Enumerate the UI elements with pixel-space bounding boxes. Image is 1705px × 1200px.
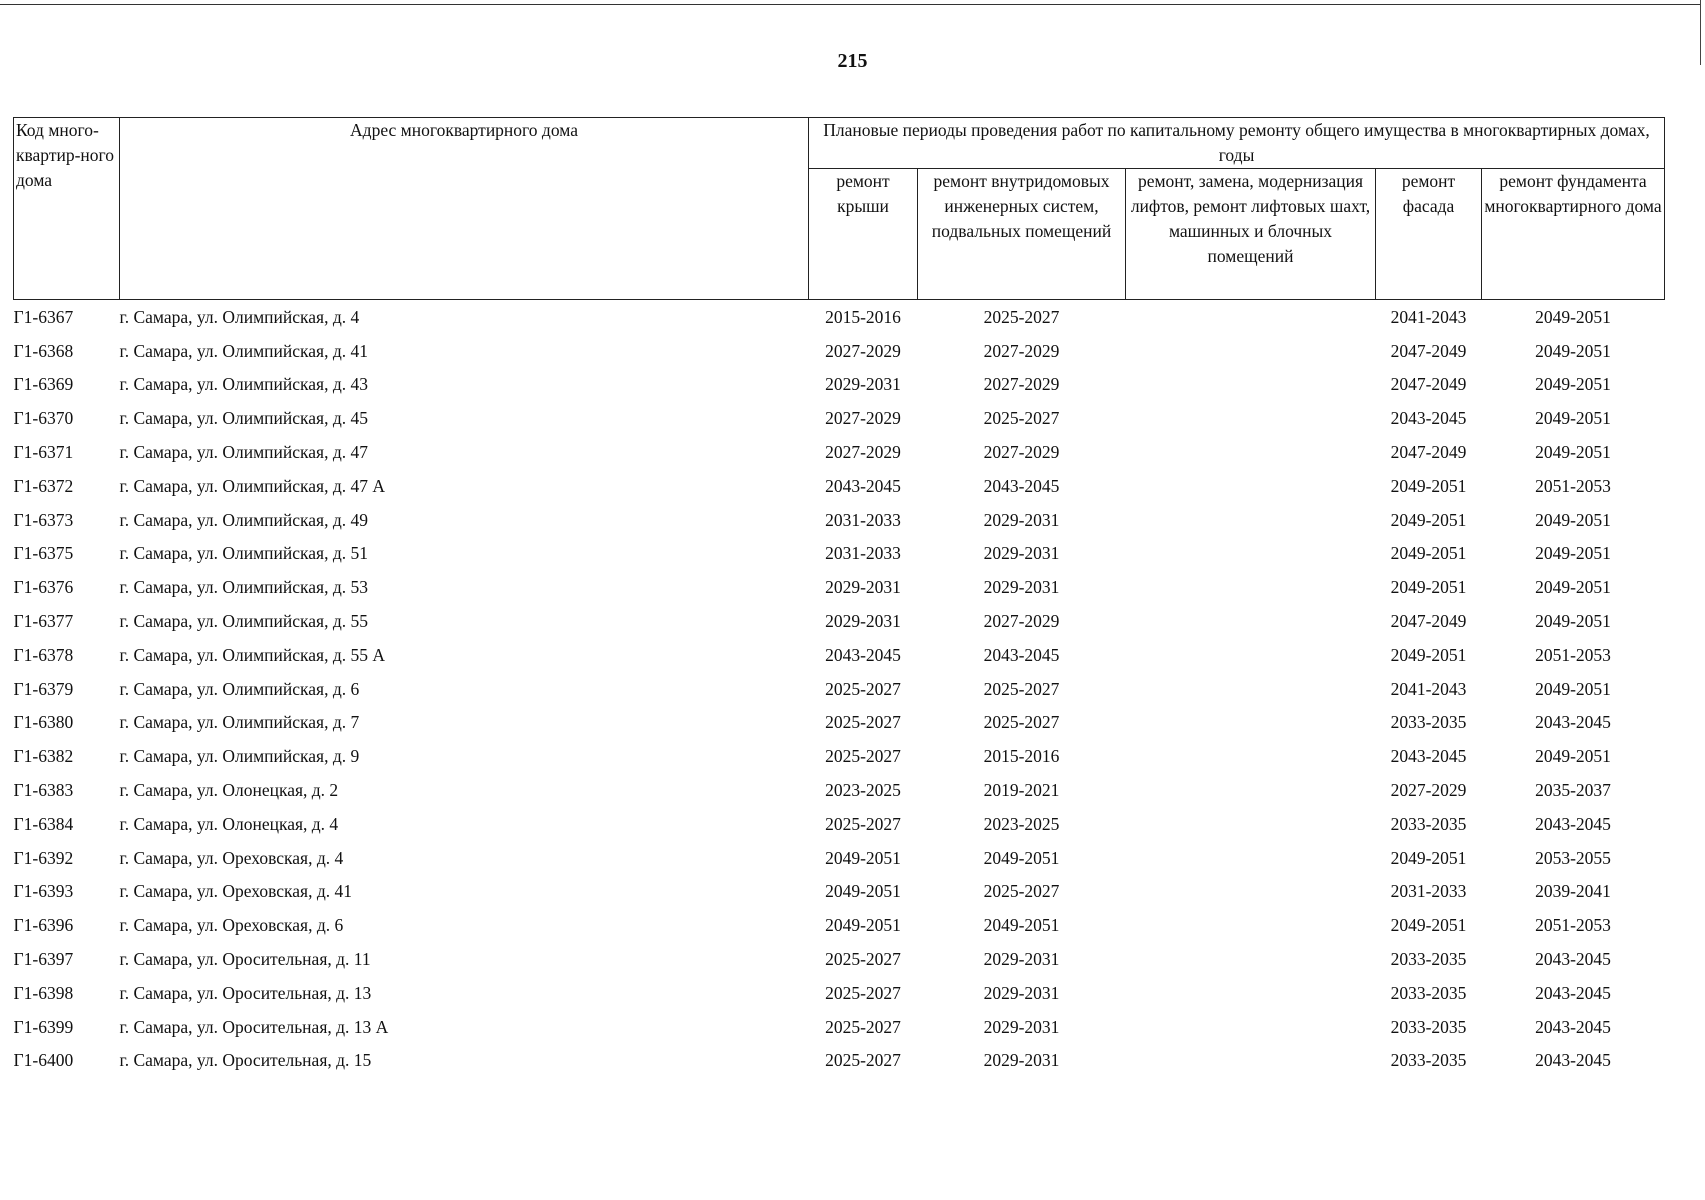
cell-elevator-period (1126, 537, 1376, 571)
cell-address: г. Самара, ул. Оросительная, д. 13 (119, 982, 372, 1003)
cell-roof-period: 2029-2031 (825, 577, 901, 598)
cell-code: Г1-6382 (13, 746, 74, 767)
cell-address: г. Самара, ул. Олимпийская, д. 7 (119, 712, 360, 733)
header-facade-repair: ремонт фасада (1376, 169, 1482, 300)
cell-code: Г1-6367 (13, 306, 74, 327)
table-row (14, 672, 1665, 706)
header-code: Код много-квартир-ного дома (14, 118, 120, 300)
cell-foundation-period: 2051-2053 (1535, 915, 1611, 936)
cell-roof-period: 2025-2027 (825, 982, 901, 1003)
cell-roof-period: 2023-2025 (825, 780, 901, 801)
cell-roof-period: 2025-2027 (825, 813, 901, 834)
cell-foundation-period: 2039-2041 (1535, 881, 1611, 902)
cell-elevator-period (1126, 1044, 1376, 1078)
cell-engineering-period: 2049-2051 (983, 847, 1060, 868)
cell-engineering-period: 2029-2031 (983, 1016, 1060, 1037)
cell-address: г. Самара, ул. Олимпийская, д. 47 А (119, 475, 385, 496)
cell-facade-period: 2049-2051 (1390, 509, 1467, 530)
cell-foundation-period: 2053-2055 (1535, 847, 1611, 868)
cell-facade-period: 2041-2043 (1390, 306, 1467, 327)
cell-code: Г1-6397 (13, 949, 74, 970)
cell-foundation-period: 2043-2045 (1535, 813, 1611, 834)
cell-elevator-period (1126, 672, 1376, 706)
cell-elevator-period (1126, 604, 1376, 638)
cell-facade-period: 2049-2051 (1390, 847, 1467, 868)
table-row (14, 706, 1665, 740)
cell-foundation-period: 2049-2051 (1535, 306, 1611, 327)
table-row (14, 807, 1665, 841)
cell-address: г. Самара, ул. Олимпийская, д. 4 (119, 306, 360, 327)
cell-code: Г1-6380 (13, 712, 74, 733)
cell-roof-period: 2049-2051 (825, 915, 901, 936)
cell-address: г. Самара, ул. Олимпийская, д. 55 А (119, 644, 385, 665)
cell-code: Г1-6383 (13, 780, 74, 801)
cell-code: Г1-6373 (13, 509, 74, 530)
cell-address: г. Самара, ул. Олонецкая, д. 2 (119, 780, 339, 801)
cell-code: Г1-6379 (13, 678, 74, 699)
cell-foundation-period: 2043-2045 (1535, 712, 1611, 733)
table-row (14, 773, 1665, 807)
cell-foundation-period: 2043-2045 (1535, 1050, 1611, 1071)
cell-engineering-period: 2043-2045 (983, 644, 1060, 665)
cell-code: Г1-6376 (13, 577, 74, 598)
cell-foundation-period: 2049-2051 (1535, 678, 1611, 699)
cell-elevator-period (1126, 942, 1376, 976)
cell-elevator-period (1126, 875, 1376, 909)
cell-foundation-period: 2043-2045 (1535, 949, 1611, 970)
cell-roof-period: 2027-2029 (825, 442, 901, 463)
table-row (14, 503, 1665, 537)
cell-roof-period: 2043-2045 (825, 475, 901, 496)
cell-code: Г1-6369 (13, 374, 74, 395)
cell-foundation-period: 2049-2051 (1535, 408, 1611, 429)
cell-code: Г1-6392 (13, 847, 74, 868)
cell-facade-period: 2043-2045 (1390, 746, 1467, 767)
cell-engineering-period: 2027-2029 (983, 340, 1060, 361)
cell-roof-period: 2031-2033 (825, 509, 901, 530)
cell-engineering-period: 2027-2029 (983, 442, 1060, 463)
cell-code: Г1-6371 (13, 442, 74, 463)
header-roof-repair: ремонт крыши (809, 169, 918, 300)
cell-foundation-period: 2035-2037 (1535, 780, 1611, 801)
cell-code: Г1-6399 (13, 1016, 74, 1037)
cell-roof-period: 2025-2027 (825, 746, 901, 767)
cell-roof-period: 2025-2027 (825, 1016, 901, 1037)
cell-facade-period: 2033-2035 (1390, 949, 1467, 970)
top-border-line (0, 4, 1700, 5)
table-row (14, 334, 1665, 368)
cell-facade-period: 2027-2029 (1390, 780, 1467, 801)
cell-foundation-period: 2051-2053 (1535, 475, 1611, 496)
table-body (14, 300, 1665, 1078)
cell-address: г. Самара, ул. Олимпийская, д. 55 (119, 611, 368, 632)
cell-facade-period: 2043-2045 (1390, 408, 1467, 429)
cell-roof-period: 2049-2051 (825, 881, 901, 902)
cell-engineering-period: 2029-2031 (983, 982, 1060, 1003)
cell-engineering-period: 2025-2027 (983, 881, 1060, 902)
cell-roof-period: 2029-2031 (825, 374, 901, 395)
cell-roof-period: 2027-2029 (825, 408, 901, 429)
cell-roof-period: 2031-2033 (825, 543, 901, 564)
cell-foundation-period: 2049-2051 (1535, 442, 1611, 463)
cell-facade-period: 2049-2051 (1390, 543, 1467, 564)
cell-engineering-period: 2029-2031 (983, 509, 1060, 530)
table-row (14, 435, 1665, 469)
cell-code: Г1-6384 (13, 813, 74, 834)
cell-facade-period: 2033-2035 (1390, 712, 1467, 733)
cell-engineering-period: 2029-2031 (983, 577, 1060, 598)
cell-elevator-period (1126, 570, 1376, 604)
cell-code: Г1-6377 (13, 611, 74, 632)
cell-address: г. Самара, ул. Олимпийская, д. 6 (119, 678, 360, 699)
cell-engineering-period: 2015-2016 (983, 746, 1060, 767)
cell-engineering-period: 2027-2029 (983, 611, 1060, 632)
cell-address: г. Самара, ул. Олонецкая, д. 4 (119, 813, 339, 834)
cell-foundation-period: 2049-2051 (1535, 543, 1611, 564)
cell-facade-period: 2049-2051 (1390, 915, 1467, 936)
cell-engineering-period: 2029-2031 (983, 1050, 1060, 1071)
cell-elevator-period (1126, 773, 1376, 807)
cell-engineering-period: 2025-2027 (983, 306, 1060, 327)
cell-foundation-period: 2049-2051 (1535, 509, 1611, 530)
header-engineering-repair: ремонт внутридомовых инженерных систем, подвальных помещений (918, 169, 1126, 300)
cell-foundation-period: 2049-2051 (1535, 374, 1611, 395)
cell-code: Г1-6398 (13, 982, 74, 1003)
cell-elevator-period (1126, 807, 1376, 841)
cell-engineering-period: 2019-2021 (983, 780, 1060, 801)
cell-foundation-period: 2049-2051 (1535, 611, 1611, 632)
cell-address: г. Самара, ул. Ореховская, д. 6 (119, 915, 344, 936)
cell-facade-period: 2047-2049 (1390, 374, 1467, 395)
cell-engineering-period: 2029-2031 (983, 543, 1060, 564)
cell-facade-period: 2049-2051 (1390, 644, 1467, 665)
header-planned-periods: Плановые периоды проведения работ по капитальному ремонту общего имущества в многоквартирных домах, годы (809, 118, 1665, 169)
table-header (14, 118, 1665, 300)
cell-address: г. Самара, ул. Олимпийская, д. 51 (119, 543, 368, 564)
cell-roof-period: 2025-2027 (825, 949, 901, 970)
cell-elevator-period (1126, 706, 1376, 740)
cell-facade-period: 2033-2035 (1390, 1050, 1467, 1071)
cell-engineering-period: 2025-2027 (983, 712, 1060, 733)
cell-elevator-period (1126, 976, 1376, 1010)
cell-address: г. Самара, ул. Оросительная, д. 11 (119, 949, 371, 970)
cell-foundation-period: 2043-2045 (1535, 1016, 1611, 1037)
cell-elevator-period (1126, 1010, 1376, 1044)
cell-address: г. Самара, ул. Оросительная, д. 13 А (119, 1016, 389, 1037)
cell-elevator-period (1126, 401, 1376, 435)
cell-roof-period: 2029-2031 (825, 611, 901, 632)
cell-foundation-period: 2049-2051 (1535, 577, 1611, 598)
cell-elevator-period (1126, 300, 1376, 334)
table-row (14, 976, 1665, 1010)
cell-facade-period: 2033-2035 (1390, 982, 1467, 1003)
cell-elevator-period (1126, 435, 1376, 469)
cell-engineering-period: 2049-2051 (983, 915, 1060, 936)
header-foundation-repair: ремонт фундамента многоквартирного дома (1482, 169, 1665, 300)
cell-foundation-period: 2051-2053 (1535, 644, 1611, 665)
table-row (14, 908, 1665, 942)
table-row (14, 537, 1665, 571)
cell-code: Г1-6396 (13, 915, 74, 936)
cell-code: Г1-6378 (13, 644, 74, 665)
cell-engineering-period: 2029-2031 (983, 949, 1060, 970)
cell-elevator-period (1126, 638, 1376, 672)
cell-roof-period: 2043-2045 (825, 644, 901, 665)
table-row (14, 604, 1665, 638)
table-row (14, 1044, 1665, 1078)
cell-engineering-period: 2025-2027 (983, 678, 1060, 699)
cell-roof-period: 2025-2027 (825, 1050, 901, 1071)
cell-elevator-period (1126, 908, 1376, 942)
cell-code: Г1-6372 (13, 475, 74, 496)
cell-engineering-period: 2027-2029 (983, 374, 1060, 395)
table-row (14, 570, 1665, 604)
cell-code: Г1-6368 (13, 340, 74, 361)
cell-facade-period: 2047-2049 (1390, 442, 1467, 463)
cell-facade-period: 2033-2035 (1390, 813, 1467, 834)
cell-facade-period: 2049-2051 (1390, 475, 1467, 496)
table-row (14, 368, 1665, 402)
cell-engineering-period: 2043-2045 (983, 475, 1060, 496)
cell-address: г. Самара, ул. Олимпийская, д. 47 (119, 442, 368, 463)
table-row (14, 841, 1665, 875)
table-row (14, 739, 1665, 773)
table-row (14, 469, 1665, 503)
cell-facade-period: 2047-2049 (1390, 611, 1467, 632)
cell-elevator-period (1126, 503, 1376, 537)
cell-address: г. Самара, ул. Олимпийская, д. 45 (119, 408, 368, 429)
cell-elevator-period (1126, 368, 1376, 402)
table-row (14, 942, 1665, 976)
cell-address: г. Самара, ул. Олимпийская, д. 41 (119, 340, 368, 361)
header-address: Адрес многоквартирного дома (120, 118, 809, 300)
cell-code: Г1-6375 (13, 543, 74, 564)
cell-foundation-period: 2049-2051 (1535, 746, 1611, 767)
repair-schedule-table (13, 117, 1665, 1077)
cell-address: г. Самара, ул. Олимпийская, д. 9 (119, 746, 360, 767)
cell-elevator-period (1126, 739, 1376, 773)
cell-address: г. Самара, ул. Ореховская, д. 41 (119, 881, 352, 902)
table-row (14, 1010, 1665, 1044)
cell-facade-period: 2033-2035 (1390, 1016, 1467, 1037)
table-row (14, 300, 1665, 334)
table-row (14, 401, 1665, 435)
cell-facade-period: 2041-2043 (1390, 678, 1467, 699)
table-row (14, 875, 1665, 909)
cell-facade-period: 2047-2049 (1390, 340, 1467, 361)
table-row (14, 638, 1665, 672)
cell-address: г. Самара, ул. Ореховская, д. 4 (119, 847, 344, 868)
page-number: 215 (837, 50, 868, 72)
cell-foundation-period: 2049-2051 (1535, 340, 1611, 361)
cell-roof-period: 2025-2027 (825, 678, 901, 699)
cell-address: г. Самара, ул. Олимпийская, д. 49 (119, 509, 368, 530)
cell-engineering-period: 2023-2025 (983, 813, 1060, 834)
cell-facade-period: 2031-2033 (1390, 881, 1467, 902)
cell-code: Г1-6393 (13, 881, 74, 902)
cell-elevator-period (1126, 469, 1376, 503)
cell-address: г. Самара, ул. Олимпийская, д. 43 (119, 374, 368, 395)
cell-code: Г1-6370 (13, 408, 74, 429)
cell-roof-period: 2027-2029 (825, 340, 901, 361)
cell-roof-period: 2025-2027 (825, 712, 901, 733)
cell-elevator-period (1126, 334, 1376, 368)
header-elevator-repair: ремонт, замена, модернизация лифтов, ремонт лифтовых шахт, машинных и блочных помещений (1126, 169, 1376, 300)
cell-address: г. Самара, ул. Оросительная, д. 15 (119, 1050, 372, 1071)
cell-elevator-period (1126, 841, 1376, 875)
cell-foundation-period: 2043-2045 (1535, 982, 1611, 1003)
cell-roof-period: 2015-2016 (825, 306, 901, 327)
cell-facade-period: 2049-2051 (1390, 577, 1467, 598)
cell-address: г. Самара, ул. Олимпийская, д. 53 (119, 577, 368, 598)
cell-roof-period: 2049-2051 (825, 847, 901, 868)
cell-engineering-period: 2025-2027 (983, 408, 1060, 429)
cell-code: Г1-6400 (13, 1050, 74, 1071)
